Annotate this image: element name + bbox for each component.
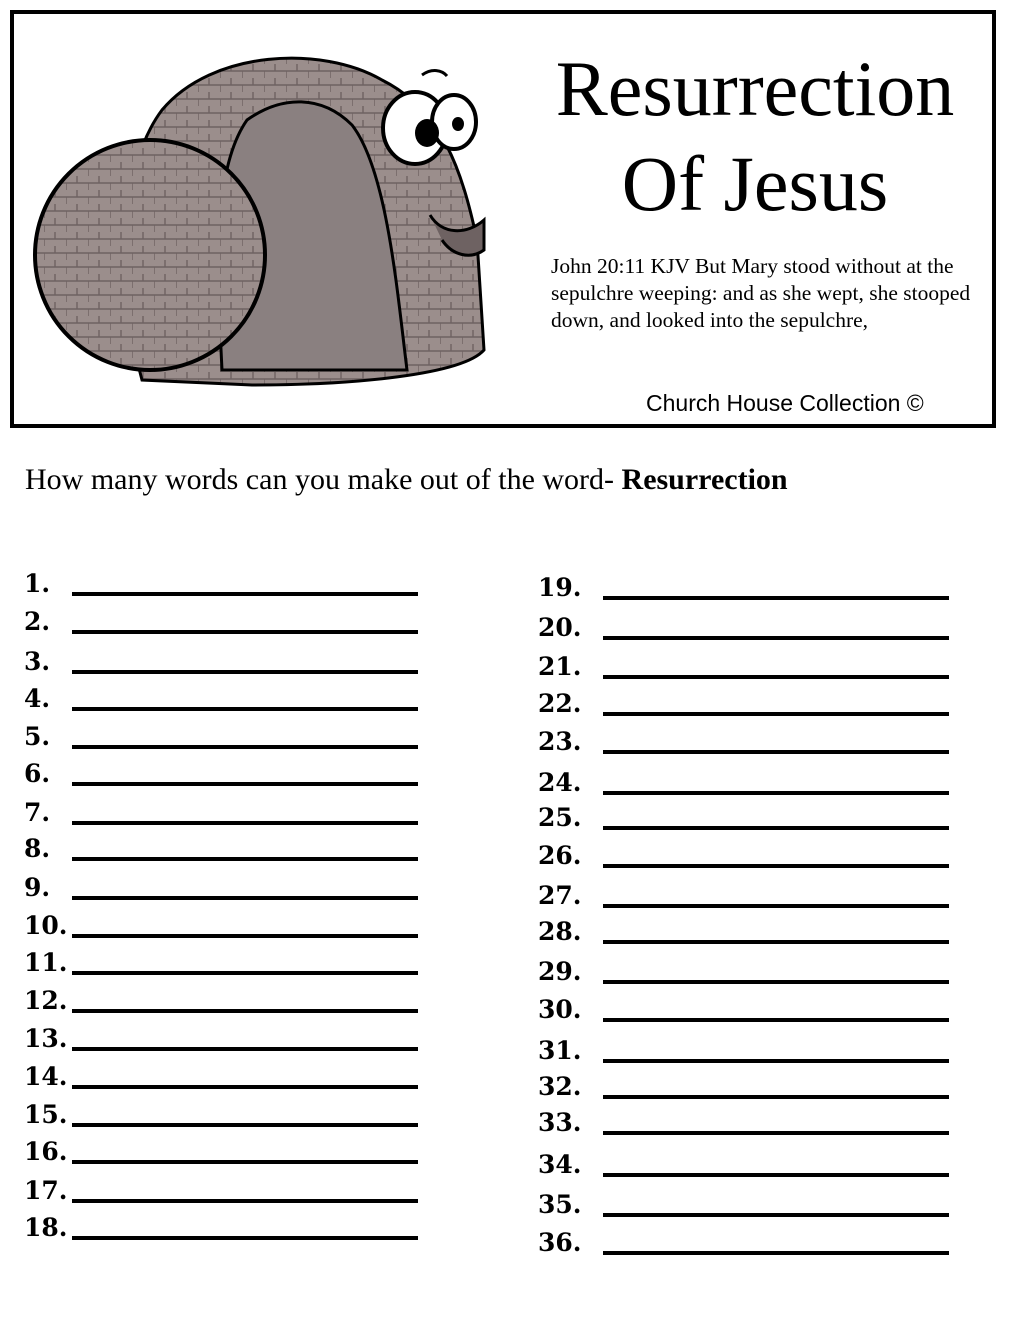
answer-number: 28. — [538, 917, 582, 946]
answer-number: 4. — [24, 684, 51, 713]
answer-blank-line[interactable] — [72, 1123, 418, 1127]
answer-blank-line[interactable] — [72, 707, 418, 711]
instructions-text: How many words can you make out of the word- — [25, 463, 622, 496]
answer-row — [538, 610, 949, 640]
answer-number: 32. — [538, 1072, 582, 1101]
answer-blank-line[interactable] — [603, 1213, 949, 1217]
answer-row — [24, 1210, 418, 1240]
answer-blank-line[interactable] — [72, 1199, 418, 1203]
answer-blank-line[interactable] — [603, 791, 949, 795]
answer-row — [24, 945, 418, 975]
answer-number: 21. — [538, 652, 582, 681]
answer-number: 8. — [24, 834, 51, 863]
answer-row — [538, 1187, 949, 1217]
answer-blank-line[interactable] — [603, 1251, 949, 1255]
answer-row — [538, 765, 949, 795]
answer-number: 3. — [24, 647, 51, 676]
answer-number: 29. — [538, 957, 582, 986]
answer-row — [538, 570, 949, 600]
tomb-illustration — [22, 50, 502, 410]
answer-number: 19. — [538, 573, 582, 602]
answer-number: 2. — [24, 607, 51, 636]
answer-blank-line[interactable] — [72, 745, 418, 749]
answer-number: 35. — [538, 1190, 582, 1219]
answer-blank-line[interactable] — [72, 782, 418, 786]
answer-row — [24, 1173, 418, 1203]
answer-blank-line[interactable] — [72, 821, 418, 825]
answer-blank-line[interactable] — [603, 980, 949, 984]
answer-blank-line[interactable] — [72, 1085, 418, 1089]
answer-blank-line[interactable] — [603, 636, 949, 640]
answer-number: 25. — [538, 803, 582, 832]
rolling-stone — [35, 140, 265, 370]
answer-row — [24, 870, 418, 900]
answer-number: 22. — [538, 689, 582, 718]
answer-number: 27. — [538, 881, 582, 910]
answer-number: 16. — [24, 1137, 68, 1166]
answer-blank-line[interactable] — [603, 1131, 949, 1135]
answer-row — [24, 1021, 418, 1051]
answer-row — [538, 878, 949, 908]
answer-number: 26. — [538, 841, 582, 870]
answer-blank-line[interactable] — [72, 592, 418, 596]
instructions-word: Resurrection — [621, 463, 788, 496]
answer-row — [24, 983, 418, 1013]
copyright-credit: Church House Collection © — [646, 390, 924, 416]
answer-row — [24, 1097, 418, 1127]
answer-blank-line[interactable] — [603, 904, 949, 908]
answer-row — [24, 1134, 418, 1164]
answer-row — [538, 1033, 949, 1063]
answer-blank-line[interactable] — [72, 1236, 418, 1240]
answer-blank-line[interactable] — [72, 1009, 418, 1013]
answer-number: 9. — [24, 873, 51, 902]
answer-number: 36. — [538, 1228, 582, 1257]
title-line-2: Of Jesus — [621, 140, 889, 227]
answer-number: 33. — [538, 1108, 582, 1137]
answer-row — [24, 1059, 418, 1089]
answer-row — [24, 795, 418, 825]
answer-blank-line[interactable] — [603, 864, 949, 868]
answer-row — [538, 914, 949, 944]
answer-number: 17. — [24, 1176, 68, 1205]
answer-blank-line[interactable] — [603, 1059, 949, 1063]
answer-row — [538, 649, 949, 679]
answer-number: 1. — [24, 569, 51, 598]
answer-number: 12. — [24, 986, 68, 1015]
answer-blank-line[interactable] — [72, 1160, 418, 1164]
answer-number: 34. — [538, 1150, 582, 1179]
title-line-1: Resurrection — [555, 45, 955, 132]
answer-row — [538, 954, 949, 984]
answer-row — [24, 644, 418, 674]
answer-blank-line[interactable] — [603, 596, 949, 600]
answer-blank-line[interactable] — [72, 934, 418, 938]
scripture-verse: John 20:11 KJV But Mary stood without at the sepulchre weeping: and as she wept, she stooped down, and looked into the sepulchre, — [551, 254, 971, 332]
answer-blank-line[interactable] — [72, 971, 418, 975]
answer-number: 23. — [538, 727, 582, 756]
answer-number: 6. — [24, 759, 51, 788]
answer-blank-line[interactable] — [72, 1047, 418, 1051]
answer-blank-line[interactable] — [603, 1018, 949, 1022]
answer-number: 18. — [24, 1213, 68, 1242]
answer-blank-line[interactable] — [603, 675, 949, 679]
answer-number: 15. — [24, 1100, 68, 1129]
answer-blank-line[interactable] — [72, 630, 418, 634]
answer-row — [538, 1105, 949, 1135]
answer-row — [538, 724, 949, 754]
answer-number: 31. — [538, 1036, 582, 1065]
answer-blank-line[interactable] — [72, 896, 418, 900]
answer-number: 14. — [24, 1062, 68, 1091]
answer-blank-line[interactable] — [603, 826, 949, 830]
answer-row — [24, 719, 418, 749]
answer-number: 30. — [538, 995, 582, 1024]
answer-row — [24, 831, 418, 861]
answer-row — [538, 1147, 949, 1177]
answer-number: 24. — [538, 768, 582, 797]
answer-row — [538, 1225, 949, 1255]
answer-blank-line[interactable] — [603, 940, 949, 944]
answer-number: 5. — [24, 722, 51, 751]
instructions — [25, 463, 788, 497]
answer-row — [538, 686, 949, 716]
answer-blank-line[interactable] — [603, 1173, 949, 1177]
answer-number: 13. — [24, 1024, 68, 1053]
answer-number: 7. — [24, 798, 51, 827]
answer-row — [538, 992, 949, 1022]
answer-number: 11. — [24, 948, 68, 977]
answer-row — [24, 681, 418, 711]
answer-row — [538, 800, 949, 830]
answer-blank-line[interactable] — [603, 712, 949, 716]
answer-blank-line[interactable] — [603, 750, 949, 754]
answer-blank-line[interactable] — [72, 857, 418, 861]
answer-blank-line[interactable] — [603, 1095, 949, 1099]
answer-row — [24, 566, 418, 596]
answer-row — [538, 1069, 949, 1099]
answer-row — [538, 838, 949, 868]
answer-number: 10. — [24, 911, 68, 940]
answer-blank-line[interactable] — [72, 670, 418, 674]
answer-number: 20. — [538, 613, 582, 642]
answer-row — [24, 756, 418, 786]
answer-row — [24, 604, 418, 634]
answer-row — [24, 908, 418, 938]
